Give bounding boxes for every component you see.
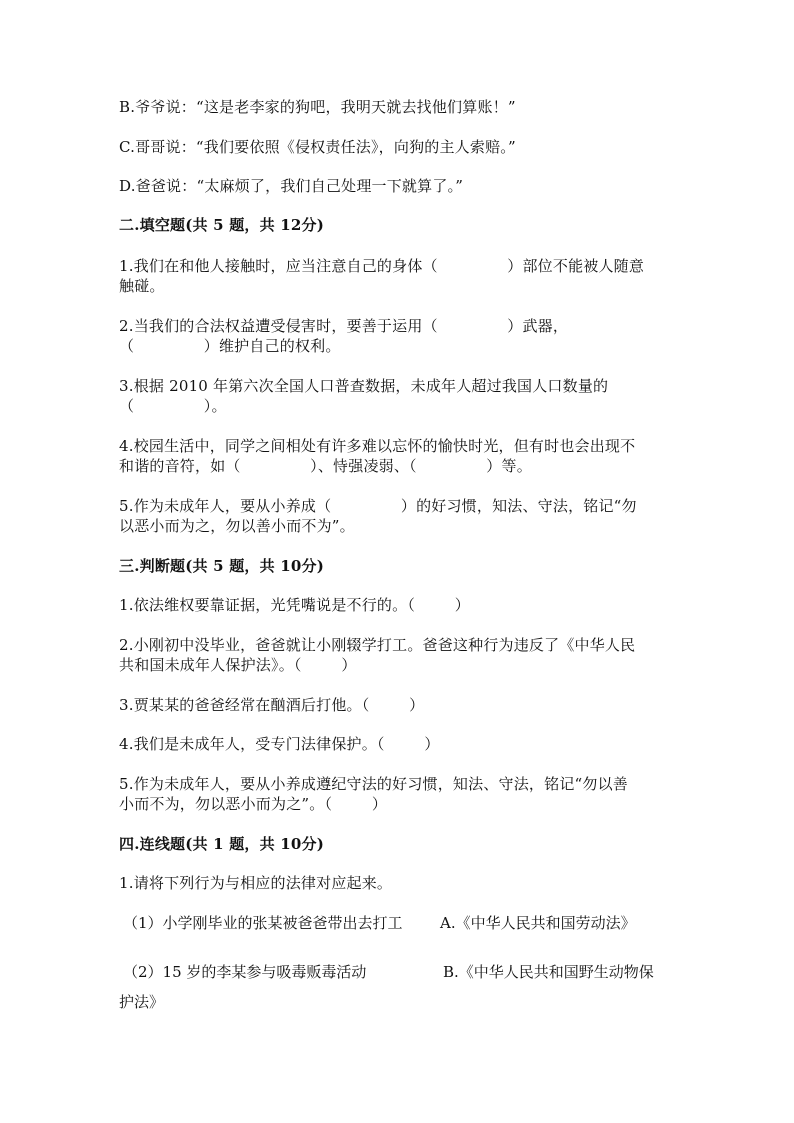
matching-left-item-1: （1）小学刚毕业的张某被爸爸带出去打工 bbox=[123, 914, 403, 932]
judge-question-5-line-2: 小而不为，勿以恶小而为之”。（ ） bbox=[119, 795, 388, 813]
fill-question-1-line-2: 触碰。 bbox=[119, 277, 165, 295]
choice-option-b: B.爷爷说：“这是老李家的狗吧，我明天就去找他们算账！” bbox=[119, 98, 516, 116]
fill-question-1-line-1: 1.我们在和他人接触时，应当注意自己的身体（ ）部位不能被人随意 bbox=[119, 257, 645, 275]
section-heading-matching: 四.连线题(共 1 题，共 10分) bbox=[119, 835, 324, 853]
judge-question-5-line-1: 5.作为未成年人，要从小养成遵纪守法的好习惯，知法、守法，铭记“勿以善 bbox=[119, 775, 628, 793]
fill-question-2-line-1: 2.当我们的合法权益遭受侵害时，要善于运用（ ）武器， bbox=[119, 317, 569, 335]
judge-question-3: 3.贾某某的爸爸经常在酗酒后打他。（ ） bbox=[119, 696, 425, 714]
matching-right-item-b-line-2: 护法》 bbox=[119, 993, 165, 1011]
matching-right-item-a: A.《中华人民共和国劳动法》 bbox=[440, 914, 636, 932]
fill-question-5-line-2: 以恶小而为之，勿以善小而不为”。 bbox=[119, 517, 355, 535]
section-heading-fill-in: 二.填空题(共 5 题，共 12分) bbox=[119, 216, 324, 234]
fill-question-4-line-2: 和谐的音符，如（ ）、恃强凌弱、（ ）等。 bbox=[119, 457, 532, 475]
choice-option-c: C.哥哥说：“我们要依照《侵权责任法》，向狗的主人索赔。” bbox=[119, 138, 516, 156]
judge-question-4: 4.我们是未成年人，受专门法律保护。（ ） bbox=[119, 735, 440, 753]
matching-right-item-b-line-1: B.《中华人民共和国野生动物保 bbox=[443, 963, 654, 981]
fill-question-3-line-2: （ ）。 bbox=[119, 397, 227, 415]
fill-question-4-line-1: 4.校园生活中，同学之间相处有许多难以忘怀的愉快时光，但有时也会出现不 bbox=[119, 437, 636, 455]
fill-question-3-line-1: 3.根据 2010 年第六次全国人口普查数据，未成年人超过我国人口数量的 bbox=[119, 377, 609, 395]
fill-question-2-line-2: （ ）维护自己的权利。 bbox=[119, 337, 341, 355]
judge-question-2-line-1: 2.小刚初中没毕业，爸爸就让小刚辍学打工。爸爸这种行为违反了《中华人民 bbox=[119, 636, 636, 654]
judge-question-1: 1.依法维权要靠证据，光凭嘴说是不行的。（ ） bbox=[119, 596, 470, 614]
section-heading-true-false: 三.判断题(共 5 题，共 10分) bbox=[119, 557, 324, 575]
matching-left-item-2: （2）15 岁的李某参与吸毒贩毒活动 bbox=[123, 963, 367, 981]
matching-question-1: 1.请将下列行为与相应的法律对应起来。 bbox=[119, 874, 393, 892]
choice-option-d: D.爸爸说：“太麻烦了，我们自己处理一下就算了。” bbox=[119, 177, 464, 195]
fill-question-5-line-1: 5.作为未成年人，要从小养成（ ）的好习惯，知法、守法，铭记“勿 bbox=[119, 497, 637, 515]
judge-question-2-line-2: 共和国未成年人保护法》。（ ） bbox=[119, 656, 357, 674]
